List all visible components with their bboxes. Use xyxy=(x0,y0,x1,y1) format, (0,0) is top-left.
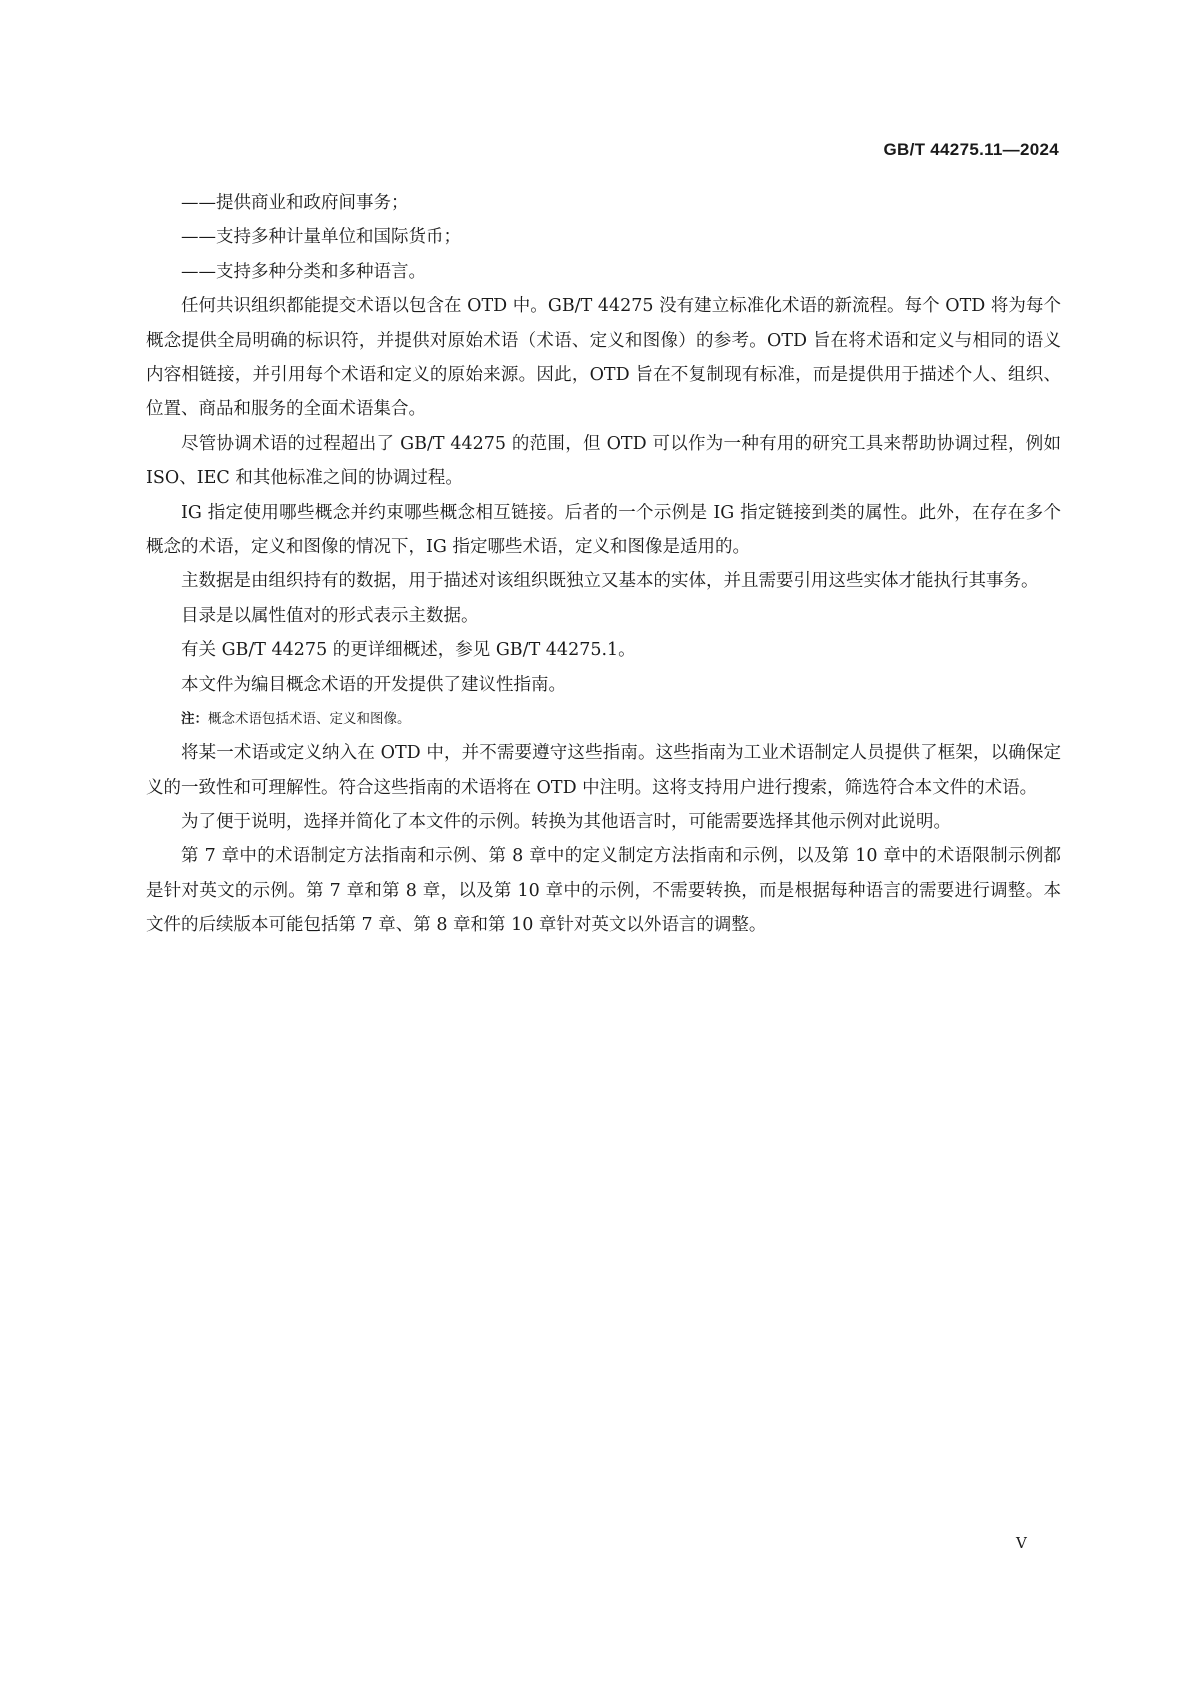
page-number: V xyxy=(1016,1534,1027,1552)
paragraph: 目录是以属性值对的形式表示主数据。 xyxy=(181,605,479,626)
paragraph: IG 指定使用哪些概念并约束哪些概念相互链接。后者的一个示例是 IG 指定链接到类的属性。此外，在存在多个概念的术语，定义和图像的情况下，IG 指定哪些术语，定义和图像是适用的。 xyxy=(146,502,1061,558)
note xyxy=(146,702,1061,736)
paragraph: 本文件为编目概念术语的开发提供了建议性指南。 xyxy=(181,674,566,695)
paragraph: 有关 GB/T 44275 的更详细概述，参见 GB/T 44275.1。 xyxy=(181,640,636,661)
note-label: 注： xyxy=(181,711,208,728)
note-text: 概念术语包括术语、定义和图像。 xyxy=(208,711,411,728)
dash-item: ——支持多种计量单位和国际货币； xyxy=(181,227,461,248)
dash-item: ——支持多种分类和多种语言。 xyxy=(181,261,426,282)
paragraph: 主数据是由组织持有的数据，用于描述对该组织既独立又基本的实体，并且需要引用这些实体才能执行其事务。 xyxy=(181,571,1039,592)
paragraph: 为了便于说明，选择并简化了本文件的示例。转换为其他语言时，可能需要选择其他示例对此说明。 xyxy=(181,811,951,832)
page-body xyxy=(146,186,1061,943)
paragraph: 第 7 章中的术语制定方法指南和示例、第 8 章中的定义制定方法指南和示例，以及第 10 章中的术语限制示例都是针对英文的示例。第 7 章和第 8 章，以及第 10 章中的示例，不需要转换，而是根据每种语言的需要进行调整。本文件的后续版本可能包括第 7 章、第 8 章和第 10 章针对英文以外语言的调整。 xyxy=(146,846,1061,936)
paragraph: 任何共识组织都能提交术语以包含在 OTD 中。GB/T 44275 没有建立标准化术语的新流程。每个 OTD 将为每个概念提供全局明确的标识符，并提供对原始术语（术语、定义和图像）的参考。OTD 旨在将术语和定义与相同的语义内容相链接，并引用每个术语和定义的原始来源。因此，OTD 旨在不复制现有标准，而是提供用于描述个人、组织、位置、商品和服务的全面术语集合。 xyxy=(146,296,1061,420)
document-id: GB/T 44275.11—2024 xyxy=(883,140,1059,159)
paragraph: 将某一术语或定义纳入在 OTD 中，并不需要遵守这些指南。这些指南为工业术语制定人员提供了框架，以确保定义的一致性和可理解性。符合这些指南的术语将在 OTD 中注明。这将支持用户进行搜索，筛选符合本文件的术语。 xyxy=(146,743,1061,798)
paragraph: 尽管协调术语的过程超出了 GB/T 44275 的范围，但 OTD 可以作为一种有用的研究工具来帮助协调过程，例如 ISO、IEC 和其他标准之间的协调过程。 xyxy=(146,433,1061,489)
dash-item: ——提供商业和政府间事务； xyxy=(181,193,409,213)
